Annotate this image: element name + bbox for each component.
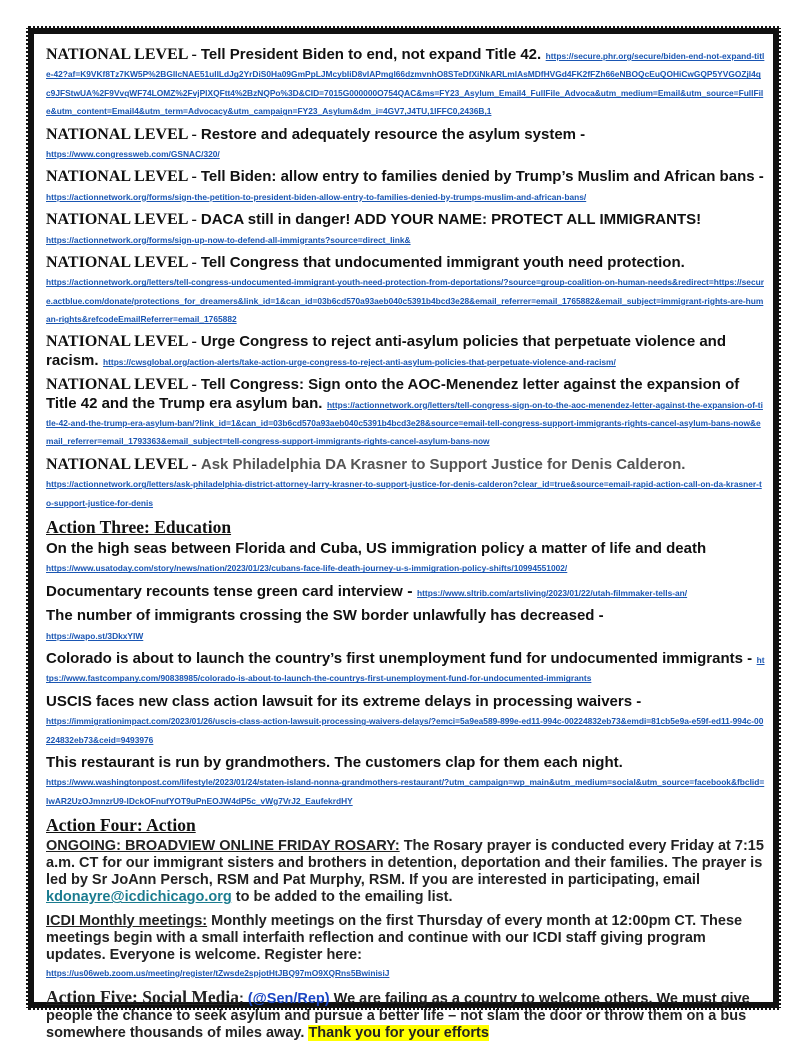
icdi-paragraph [46, 913, 765, 981]
national-title: Restore and adequately resource the asylum system - [200, 125, 586, 143]
action-heading: Action Four: Action [46, 815, 196, 836]
education-link[interactable]: https://www.washingtonpost.com/lifestyle/2023/01/24/staten-island-nonna-grandmothers-restaurant/?utm_campaign=wp_main&utm_medium=social&utm_source=facebook&fbclid=IwAR2UzOJmnzrU9-lDckOFnufYOT9uPnEOJW4dP5c_vWg7VrJ2_EaufekrdHY [46, 777, 765, 806]
national-item-4: NATIONAL LEVEL - Tell Congress that undocumented immigrant youth need protection. https://actionnetwork.org/letters/tell-congress-undocumented-immigrant-youth-need-protection-from-deportations/?source=group-coalition-on-human-needs&redirect=https://secure.actblue.com/donate/protections_for_dreamers&link_id=1&can_id=03b6cd570a93aeb040c5391b4bcd3e28&email_referrer=email_1765882&email_subject=immigrant-rights-are-human-rights&refcodeEmailReferrer=email_1765882 [46, 253, 764, 325]
rosary-email-link[interactable]: kdonayre@icdichicago.org [46, 889, 232, 906]
education-item-1: Documentary recounts tense green card interview - https://www.sltrib.com/artsliving/2023/01/22/utah-filmmaker-tells-an/ [46, 582, 688, 600]
education-item-3 [46, 650, 765, 687]
national-item-7: NATIONAL LEVEL - Ask Philadelphia DA Krasner to Support Justice for Denis Calderon. https://actionnetwork.org/letters/ask-philadelphia-district-attorney-larry-krasner-to-support-justice-for-denis-calderon?clear_id=true&source=email-rapid-action-call-on-da-krasner-to-support-justice-for-denis [46, 455, 762, 508]
national-title: Urge Congress to reject anti-asylum policies that perpetuate violence and racism. [46, 333, 726, 369]
icdi-title: ICDI Monthly meetings: [46, 912, 208, 929]
national-item-2: NATIONAL LEVEL - Tell Biden: allow entry to families denied by Trump’s Muslim and African bans - https://actionnetwork.org/forms/sign-the-petition-to-president-biden-allow-entry-to-families-denied-by-trumps-muslim-and-african-bans/ [46, 168, 764, 202]
national-title: Tell Biden: allow entry to families denied by Trump’s Muslim and African bans - [200, 168, 764, 186]
national-title: Tell Congress: Sign onto the AOC-Menendez letter against the expansion of Title 42 and the Trump era asylum ban. [46, 376, 740, 412]
education-title: Colorado is about to launch the country’s first unemployment fund for undocumented immigrants - [46, 649, 753, 667]
national-title: Tell President Biden to end, not expand Title 42. [200, 46, 542, 63]
social-handle: (@Sen/Rep) [247, 990, 330, 1007]
national-item-3: NATIONAL LEVEL - DACA still in danger! ADD YOUR NAME: PROTECT ALL IMMIGRANTS! https://actionnetwork.org/forms/sign-up-now-to-defend-all-immigrants?source=direct_link& [46, 211, 702, 245]
education-title: On the high seas between Florida and Cuba, US immigration policy a matter of life and death [46, 539, 707, 557]
education-link[interactable]: https://www.sltrib.com/artsliving/2023/01/22/utah-filmmaker-tells-an/ [417, 587, 688, 598]
icdi-text: Monthly meetings on the first Thursday of every month at 12:00pm CT. These meetings begin with a small interfaith reflection and continue with our ICDI staff giving program updates. Everyone is welcome. Register here: [46, 912, 743, 963]
national-label: NATIONAL LEVEL [46, 333, 188, 351]
education-title: Documentary recounts tense green card interview [46, 582, 403, 600]
education-title: USCIS faces new class action lawsuit for its extreme delays in processing waivers - [46, 692, 642, 710]
national-link[interactable]: https://www.congressweb.com/GSNAC/320/ [46, 148, 220, 159]
education-link[interactable]: https://immigrationimpact.com/2023/01/26/uscis-class-action-lawsuit-processing-waivers-delays/?emci=5a9ea589-899e-ed11-994c-00224832eb73&emdi=81cb5e9a-e59f-ed11-994c-00224832eb73&ceid=9493976 [46, 716, 764, 745]
national-link[interactable]: https://cwsglobal.org/action-alerts/take-action-urge-congress-to-reject-anti-asylum-policies-that-perpetuate-violence-and-racism/ [103, 356, 616, 367]
education-item-0 [46, 540, 765, 577]
education-title: This restaurant is run by grandmothers. The customers clap for them each night. [46, 753, 623, 771]
national-label: NATIONAL LEVEL [46, 46, 188, 63]
national-link[interactable]: https://actionnetwork.org/forms/sign-the-petition-to-president-biden-allow-entry-to-families-denied-by-trumps-muslim-and-african-bans/ [46, 191, 587, 202]
education-link[interactable]: https://www.fastcompany.com/90838985/colorado-is-about-to-launch-the-countrys-first-unemployment-fund-for-undocumented-immigrants [46, 654, 765, 684]
national-item-6: NATIONAL LEVEL - Tell Congress: Sign onto the AOC-Menendez letter against the expansion of Title 42 and the Trump era asylum ban. https://actionnetwork.org/letters/tell-congress-sign-on-to-the-aoc-menendez-letter-against-the-expansion-of-title-42-and-the-trump-era-asylum-ban/?link_id=1&can_id=03b6cd570a93aeb040c5391b4bcd3e28&source=email-tell-congress-support-immigrants-rights-cancel-asylum-bans-now&email_referrer=email_1793363&email_subject=tell-congress-support-immigrants-rights-cancel-asylum-bans-now [46, 376, 763, 447]
national-title: Tell Congress that undocumented immigrant youth need protection. [200, 253, 685, 271]
national-link[interactable]: https://actionnetwork.org/letters/ask-philadelphia-district-attorney-larry-krasner-to-support-justice-for-denis-calderon?clear_id=true&source=email-rapid-action-call-on-da-krasner-to-support-justice-for-denis [46, 479, 762, 508]
newsletter-content [46, 46, 765, 1042]
national-label: NATIONAL LEVEL [46, 168, 188, 186]
social-text: We are failing as a country to welcome others. We must give people the chance to seek asylum and pursue a better life – not slam the door or throw them on a bus somewhere thousands of miles away. [46, 990, 750, 1042]
education-item-2 [46, 607, 765, 644]
social-paragraph [46, 987, 765, 1042]
social-heading: Action Five: Social Media [46, 986, 239, 1007]
rosary-text: The Rosary prayer is conducted every Friday at 7:15 a.m. CT for our immigrant sisters and brothers in detention, deportation and their families. The prayer is led by Sr JoAnn Persch, RSM and Pat Murphy, RSM. If you are interested in participating, email [46, 838, 764, 889]
education-heading: Action Three: Education [46, 516, 232, 537]
education-item-5 [46, 754, 765, 809]
national-link[interactable]: https://actionnetwork.org/forms/sign-up-now-to-defend-all-immigrants?source=direct_link& [46, 234, 411, 245]
rosary-tail: to be added to the emailing list. [231, 889, 453, 906]
icdi-register-link[interactable]: https://us06web.zoom.us/meeting/register/tZwsde2spjotHtJBQ97mO9XQRns5BwinisiJ [46, 967, 390, 978]
national-item-1: NATIONAL LEVEL - Restore and adequately resource the asylum system - https://www.congressweb.com/GSNAC/320/ [46, 125, 586, 159]
national-link[interactable]: https://actionnetwork.org/letters/tell-congress-sign-on-to-the-aoc-menendez-letter-against-the-expansion-of-title-42-and-the-trump-era-asylum-ban/?link_id=1&can_id=03b6cd570a93aeb040c5391b4bcd3e28&source=email-tell-congress-support-immigrants-rights-cancel-asylum-bans-now&email_referrer=email_1793363&email_subject=tell-congress-support-immigrants-rights-cancel-asylum-bans-now [46, 399, 763, 447]
education-item-4 [46, 693, 765, 748]
thanks-highlight: Thank you for your efforts [308, 1025, 489, 1042]
national-title: Ask Philadelphia DA Krasner to Support Justice for Denis Calderon. [200, 455, 686, 473]
national-label: NATIONAL LEVEL [46, 376, 188, 394]
social-colon: : [238, 990, 248, 1007]
national-label: NATIONAL LEVEL [46, 455, 188, 473]
national-link[interactable]: https://secure.phr.org/secure/biden-end-not-expand-title-42?af=K9VKf8Tz7KW5P%2BGIlcNAE51uIlLdJg2YrDiS0Ha09GmPpLJMcybIiD8vIAPmgl66dzmvnhO8STeDfXiNkARLmIAsMDfHVGd4FK2fFZh66eNBOQcEuQOHiCwGQP5YVGOZjl4qc9JFStwUA%2F9VvqWF74LOMZ%2FvjPlXQFtt4%2BzNQPo%3D&CID=7015G000000O754QAC&ms=FY23_Asylum_Email4_FullFile_Advoca&utm_medium=Email&utm_source=FullFile&utm_content=Email4&utm_term=Advocacy&utm_campaign=FY23_Asylum&dm_i=4GV7,J4TU,1IFFC0,2436B,1 [46, 51, 765, 117]
national-label: NATIONAL LEVEL [46, 125, 188, 143]
rosary-title: ONGOING: BROADVIEW ONLINE FRIDAY ROSARY: [46, 838, 400, 855]
national-item-5: NATIONAL LEVEL - Urge Congress to reject anti-asylum policies that perpetuate violence and racism. https://cwsglobal.org/action-alerts/take-action-urge-congress-to-reject-anti-asylum-policies-that-perpetuate-violence-and-racism/ [46, 333, 726, 369]
national-label: NATIONAL LEVEL [46, 253, 188, 271]
education-title: The number of immigrants crossing the SW border unlawfully has decreased - [46, 607, 604, 625]
national-title: DACA still in danger! ADD YOUR NAME: PROTECT ALL IMMIGRANTS! [200, 211, 702, 229]
national-label: NATIONAL LEVEL [46, 211, 188, 229]
education-link[interactable]: https://www.usatoday.com/story/news/nation/2023/01/23/cubans-face-life-death-journey-u-s-immigration-policy-shifts/10994551002/ [46, 563, 568, 574]
national-item-0: NATIONAL LEVEL - Tell President Biden to end, not expand Title 42. https://secure.phr.org/secure/biden-end-not-expand-title-42?af=K9VKf8Tz7KW5P%2BGIlcNAE51uIlLdJg2YrDiS0Ha09GmPpLJMcybIiD8vIAPmgl66dzmvnhO8STeDfXiNkARLmIAsMDfHVGd4FK2fFZh66eNBOQcEuQOHiCwGQP5YVGOZjl4qc9JFStwUA%2F9VvqWF74LOMZ%2FvjPlXQFtt4%2BzNQPo%3D&CID=7015G000000O754QAC&ms=FY23_Asylum_Email4_FullFile_Advoca&utm_medium=Email&utm_source=FullFile&utm_content=Email4&utm_term=Advocacy&utm_campaign=FY23_Asylum&dm_i=4GV7,J4TU,1IFFC0,2436B,1 [46, 46, 765, 117]
rosary-paragraph [46, 838, 765, 906]
national-link[interactable]: https://actionnetwork.org/letters/tell-congress-undocumented-immigrant-youth-need-protection-from-deportations/?source=group-coalition-on-human-needs&redirect=https://secure.actblue.com/donate/protections_for_dreamers&link_id=1&can_id=03b6cd570a93aeb040c5391b4bcd3e28&email_referrer=email_1765882&email_subject=immigrant-rights-are-human-rights&refcodeEmailReferrer=email_1765882 [46, 277, 764, 325]
page-border-frame [26, 26, 781, 1042]
education-link[interactable]: https://wapo.st/3DkxYIW [46, 630, 144, 641]
